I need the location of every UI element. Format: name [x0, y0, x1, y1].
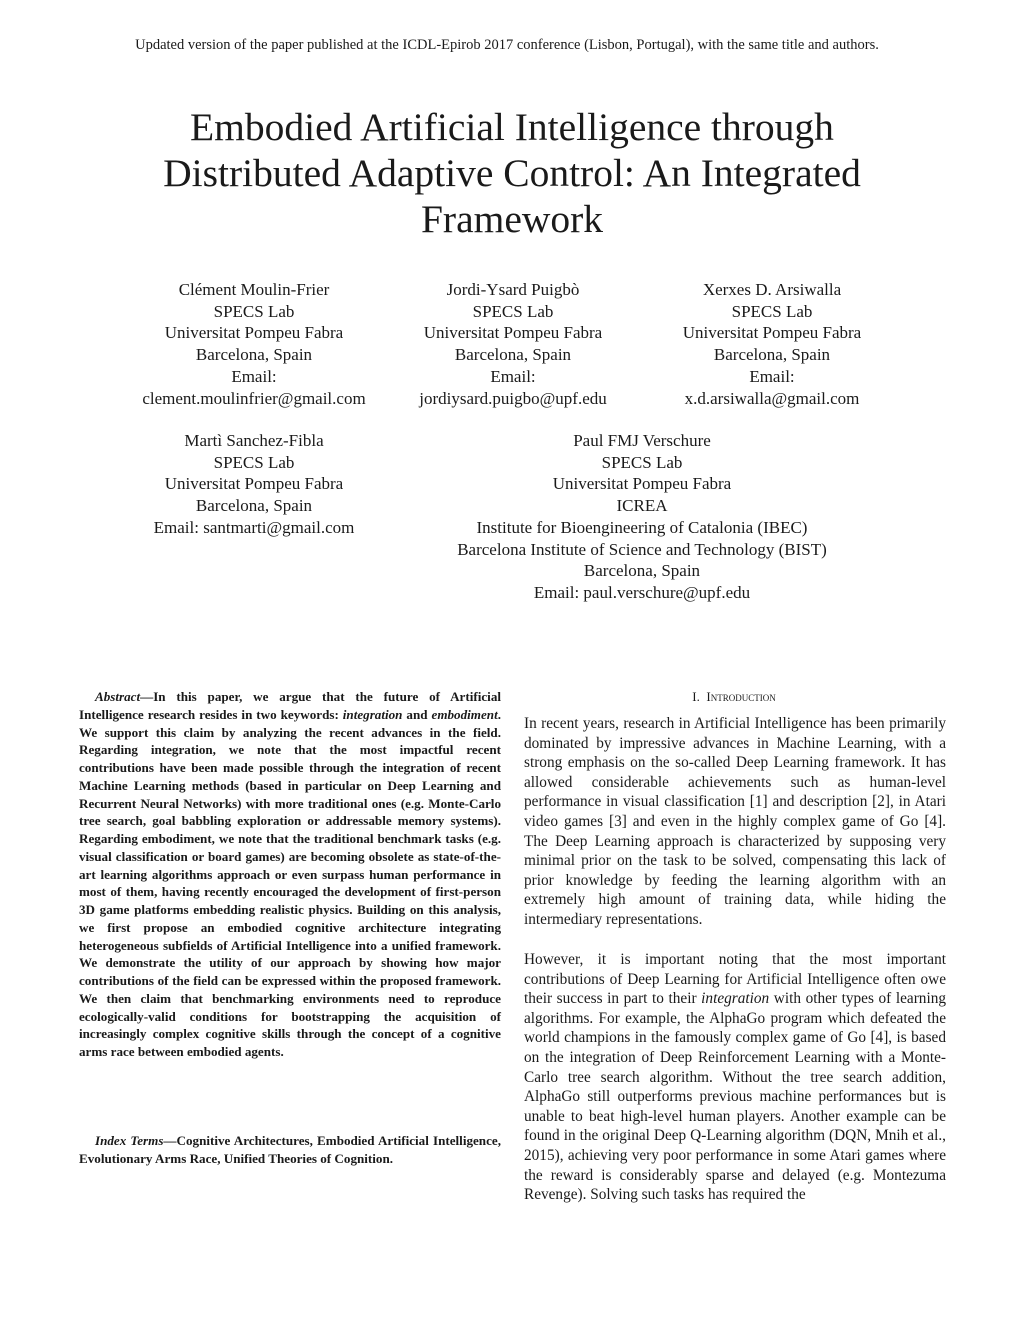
intro-paragraph-1: In recent years, research in Artificial Intelligence has been primarily dominated by impressive advances in Machine Learning, with a strong emphasis on the so-called Deep Learning framework. It has allowed considerable achievements such as human-level performance in visual classification [1] and description [2], in Atari video games [3] and even in the highly complex game of Go [4]. The Deep Learning approach is characterized by supposing very minimal prior on the task to be solved, compensating this lack of prior knowledge by feeding the learning algorithm with an extremely high amount of training data, while hiding the intermediary representations. [524, 715, 946, 928]
author-university: Universitat Pompeu Fabra [164, 323, 344, 343]
author-name: Paul FMJ Verschure [573, 431, 711, 450]
author-university: Universitat Pompeu Fabra [552, 474, 732, 494]
author-affiliation: Barcelona Institute of Science and Technology (BIST) [457, 539, 827, 559]
author-location: Barcelona, Spain [195, 496, 313, 516]
author-email-label: Email: [490, 366, 536, 386]
header-note: Updated version of the paper published at the ICDL-Epirob 2017 conference (Lisbon, Portugal), with the same title and authors. [135, 37, 879, 53]
author-location: Barcelona, Spain [454, 345, 572, 365]
author-email: Email: paul.verschure@upf.edu [533, 582, 751, 602]
author-block-moulin-frier [104, 279, 404, 409]
author-university: Universitat Pompeu Fabra [682, 323, 862, 343]
author-lab: SPECS Lab [472, 301, 554, 321]
author-email: Email: santmarti@gmail.com [153, 517, 355, 537]
keyword-embodiment: embodiment [431, 706, 498, 722]
author-affiliation: Institute for Bioengineering of Catalonia (IBEC) [476, 517, 808, 537]
abstract-text-2: . We support this claim by analyzing the recent advances in the field. Regarding integration, we note that the most impactful recent contributions have been made possible through the integration of recent Machine Learning methods (based in particular on Deep Learning and Recurrent Neural Networks) with more traditional ones (e.g. Monte-Carlo tree search, goal babbling exploration or addressable memory systems). Regarding embodiment, we note that the traditional benchmark tasks (e.g. visual classification or board games) are becoming obsolete as state-of-the-art learning algorithms approach or even surpass human performance in most of them, having recently encouraged the development of first-person 3D game platforms embedding realistic physics. Building on this analysis, we first propose an embodied cognitive architecture integrating heterogeneous subfields of Artificial Intelligence into a unified framework. We demonstrate the utility of our approach by showing how major contributions of the field can be expressed within the proposed framework. We then claim that benchmarking environments need to reproduce ecologically-valid conditions for bootstrapping the acquisition of increasingly complex cognitive skills through the concept of a cognitive arms race between embodied agents. [79, 706, 501, 1059]
author-lab: SPECS Lab [213, 452, 295, 472]
section-heading [523, 689, 945, 705]
section-number: I. [692, 689, 700, 704]
intro-keyword-integration: integration [701, 990, 770, 1008]
author-block-verschure [392, 430, 892, 604]
author-email-label: Email: [749, 366, 795, 386]
author-lab: SPECS Lab [213, 301, 295, 321]
index-terms-dash: — [163, 1133, 177, 1148]
index-terms-label: Index Terms [95, 1133, 164, 1148]
abstract-and: and [402, 706, 432, 722]
author-name: Jordi-Ysard Puigbò [446, 280, 580, 299]
title-line-2: Distributed Adaptive Control: An Integrated [163, 151, 861, 195]
author-email-label: Email: [231, 366, 277, 386]
author-name: Xerxes D. Arsiwalla [702, 280, 842, 299]
author-university: Universitat Pompeu Fabra [423, 323, 603, 343]
title-line-3: Framework [420, 197, 604, 241]
author-email: jordiysard.puigbo@upf.edu [419, 388, 607, 408]
author-email: clement.moulinfrier@gmail.com [142, 388, 366, 408]
abstract-text-1: In this paper, we argue that the future of Artificial Intelligence research resides in two keywords: [79, 689, 501, 722]
author-affiliation: ICREA [616, 496, 668, 516]
index-terms [79, 1132, 501, 1168]
author-university: Universitat Pompeu Fabra [164, 474, 344, 494]
paper-title [100, 104, 924, 242]
author-lab: SPECS Lab [731, 301, 813, 321]
author-block-sanchez-fibla [104, 430, 404, 539]
author-block-puigbo [363, 279, 663, 409]
abstract [79, 688, 501, 1061]
intro-p2-text-1: However, it is important noting that the most important contributions of Deep Learning for Artificial Intelligence often owe their success in part to their [524, 951, 946, 1008]
index-terms-text: Cognitive Architectures, Embodied Artificial Intelligence, Evolutionary Arms Race, Unified Theories of Cognition. [79, 1133, 501, 1166]
section-title: Introduction [706, 689, 776, 704]
author-location: Barcelona, Spain [713, 345, 831, 365]
author-lab: SPECS Lab [601, 452, 683, 472]
abstract-label: Abstract [95, 689, 141, 704]
author-location: Barcelona, Spain [195, 345, 313, 365]
author-block-arsiwalla [622, 279, 922, 409]
author-name: Martì Sanchez-Fibla [184, 431, 324, 450]
abstract-dash: — [140, 689, 154, 704]
author-email: x.d.arsiwalla@gmail.com [684, 388, 860, 408]
intro-p2-text-2: with other types of learning algorithms. For example, the AlphaGo program which defeated the world champions in the famously complex game of Go [4], is based on the integration of Deep Reinforcement Learning with a Monte-Carlo tree search algorithm. Without the tree search addition, AlphaGo still outperforms previous machine performances but is unable to beat high-level human players. Another example can be found in the original Deep Q-Learning algorithm (DQN, Mnih et al., 2015), achieving very poor performance in some Atari games where the reward is considerably sparse and delayed (e.g. Montezuma Revenge). Solving such tasks has required the [524, 990, 946, 1204]
keyword-integration: integration [342, 706, 403, 722]
abstract-paragraph [79, 688, 501, 1061]
author-name: Clément Moulin-Frier [178, 280, 330, 299]
title-line-1: Embodied Artificial Intelligence through [190, 105, 834, 149]
author-location: Barcelona, Spain [583, 561, 701, 581]
intro-paragraph-2 [524, 950, 946, 1205]
